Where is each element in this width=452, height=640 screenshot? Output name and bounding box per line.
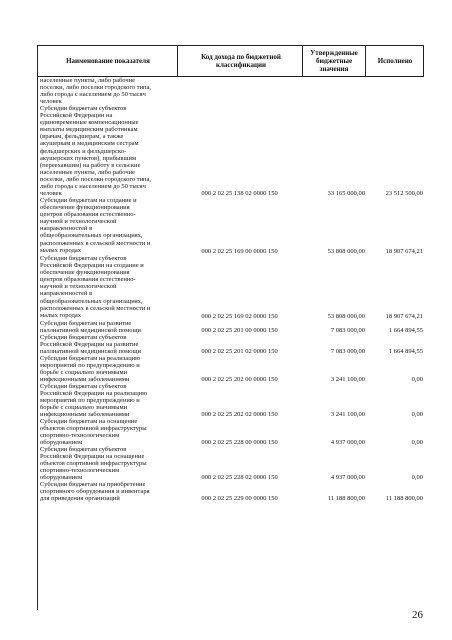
row-text: Субсидии бюджетам субъектов Российской Федерации на создание и обеспечение функционирования центров образования естественно- научной и технологической направленностей в общеобразовательных организациях, расположенных в сельской местности и малых городах	[40, 255, 151, 319]
row-executed: 0,00	[411, 439, 423, 446]
row-approved: 53 808 000,00	[327, 248, 365, 255]
row-executed: 18 907 674,21	[385, 313, 423, 320]
row-code: 000 2 02 25 201 00 0000 150	[201, 327, 278, 334]
row-executed: 18 907 674,21	[385, 248, 423, 255]
column-divider-1	[177, 45, 178, 77]
row-executed: 0,00	[411, 376, 423, 383]
row-approved: 33 165 000,00	[327, 190, 365, 197]
row-code: 000 2 02 25 201 02 0000 150	[201, 348, 278, 355]
row-approved: 3 241 100,00	[330, 411, 365, 418]
row-executed: 0,00	[411, 474, 423, 481]
row-text: Субсидии бюджетам на создание и обеспечение функционирования центров образования естественно- научной и технологической направленностей в общеобразовательных организациях, расположенных в сельской местности и малых городах	[40, 197, 151, 254]
header-code: Код дохода по бюджетной классификации	[201, 53, 281, 69]
row-text: Субсидии бюджетам на оснащение объектов спортивной инфраструктуры спортивно-технологическим оборудованием	[40, 418, 147, 447]
row-text: Субсидии бюджетам на приобретение спортивного оборудования и инвентаря для приведения организаций	[40, 481, 150, 503]
row-code: 000 2 02 25 228 00 0000 150	[201, 439, 278, 446]
row-approved: 7 083 000,00	[330, 327, 365, 334]
row-code: 000 2 02 25 138 02 0000 150	[201, 190, 278, 197]
row-code: 000 2 02 25 229 00 0000 150	[201, 495, 278, 502]
row-text: Субсидии бюджетам субъектов Российской Федерации на реализацию мероприятий по предупреждению и борьбе с социально значимыми инфекционными заболеваниями	[40, 383, 148, 419]
row-code: 000 2 02 25 228 02 0000 150	[201, 474, 278, 481]
row-executed: 1 664 894,55	[388, 327, 423, 334]
column-divider-2	[302, 45, 303, 77]
row-approved: 53 808 000,00	[327, 313, 365, 320]
row-code: 000 2 02 25 202 02 0000 150	[201, 411, 278, 418]
row-approved: 4 937 000,00	[330, 439, 365, 446]
row-executed: 1 664 894,55	[388, 348, 423, 355]
budget-table	[37, 45, 424, 610]
header-name: Наименование показателя	[66, 57, 150, 65]
row-text: Субсидии бюджетам субъектов Российской Федерации на единовременные компенсационные выплаты медицинским работникам (врачам, фельдшерам, а также акушеркам и медицинским сестрам фельдшерских и фельдшерско- акушерских пунктов), прибывшим (переехавшим) на работу в сельские населенные пункты, либо рабочие поселки, либо поселки городского типа, либо города с населением до 50 тысяч человек	[40, 105, 152, 198]
header-executed: Исполнено	[377, 57, 413, 65]
row-code: 000 2 02 25 202 00 0000 150	[201, 376, 278, 383]
row-code: 000 2 02 25 169 00 0000 150	[201, 248, 278, 255]
column-divider-3	[365, 45, 366, 77]
table-border-left	[37, 45, 38, 610]
row-approved: 7 083 000,00	[330, 348, 365, 355]
row-executed: 0,00	[411, 411, 423, 418]
row-text: населенные пункты, либо рабочие поселки, либо поселки городского типа, либо города с населением до 50 тысяч человек	[40, 77, 152, 106]
row-approved: 11 188 800,00	[327, 495, 365, 502]
row-text: Субсидии бюджетам субъектов Российской Федерации на развитие паллиативной медицинской помощи	[40, 334, 141, 356]
row-executed: 23 512 500,00	[385, 190, 423, 197]
row-text: Субсидии бюджетам субъектов Российской Федерации на оснащение объектов спортивной инфраструктуры спортивно-технологическим оборудованием	[40, 446, 147, 482]
page-number: 26	[412, 609, 423, 621]
table-border-right	[423, 45, 424, 77]
row-text: Субсидии бюджетам на реализацию мероприятий по предупреждению и борьбе с социально значимыми инфекционными заболеваниями	[40, 355, 141, 384]
row-approved: 4 937 000,00	[330, 474, 365, 481]
row-text: Субсидии бюджетам на развитие паллиативной медицинской помощи	[40, 320, 141, 335]
header-approved: Утвержденные бюджетные значения	[310, 49, 358, 73]
row-executed: 11 188 800,00	[385, 495, 423, 502]
row-code: 000 2 02 25 169 02 0000 150	[201, 313, 278, 320]
row-approved: 3 241 100,00	[330, 376, 365, 383]
